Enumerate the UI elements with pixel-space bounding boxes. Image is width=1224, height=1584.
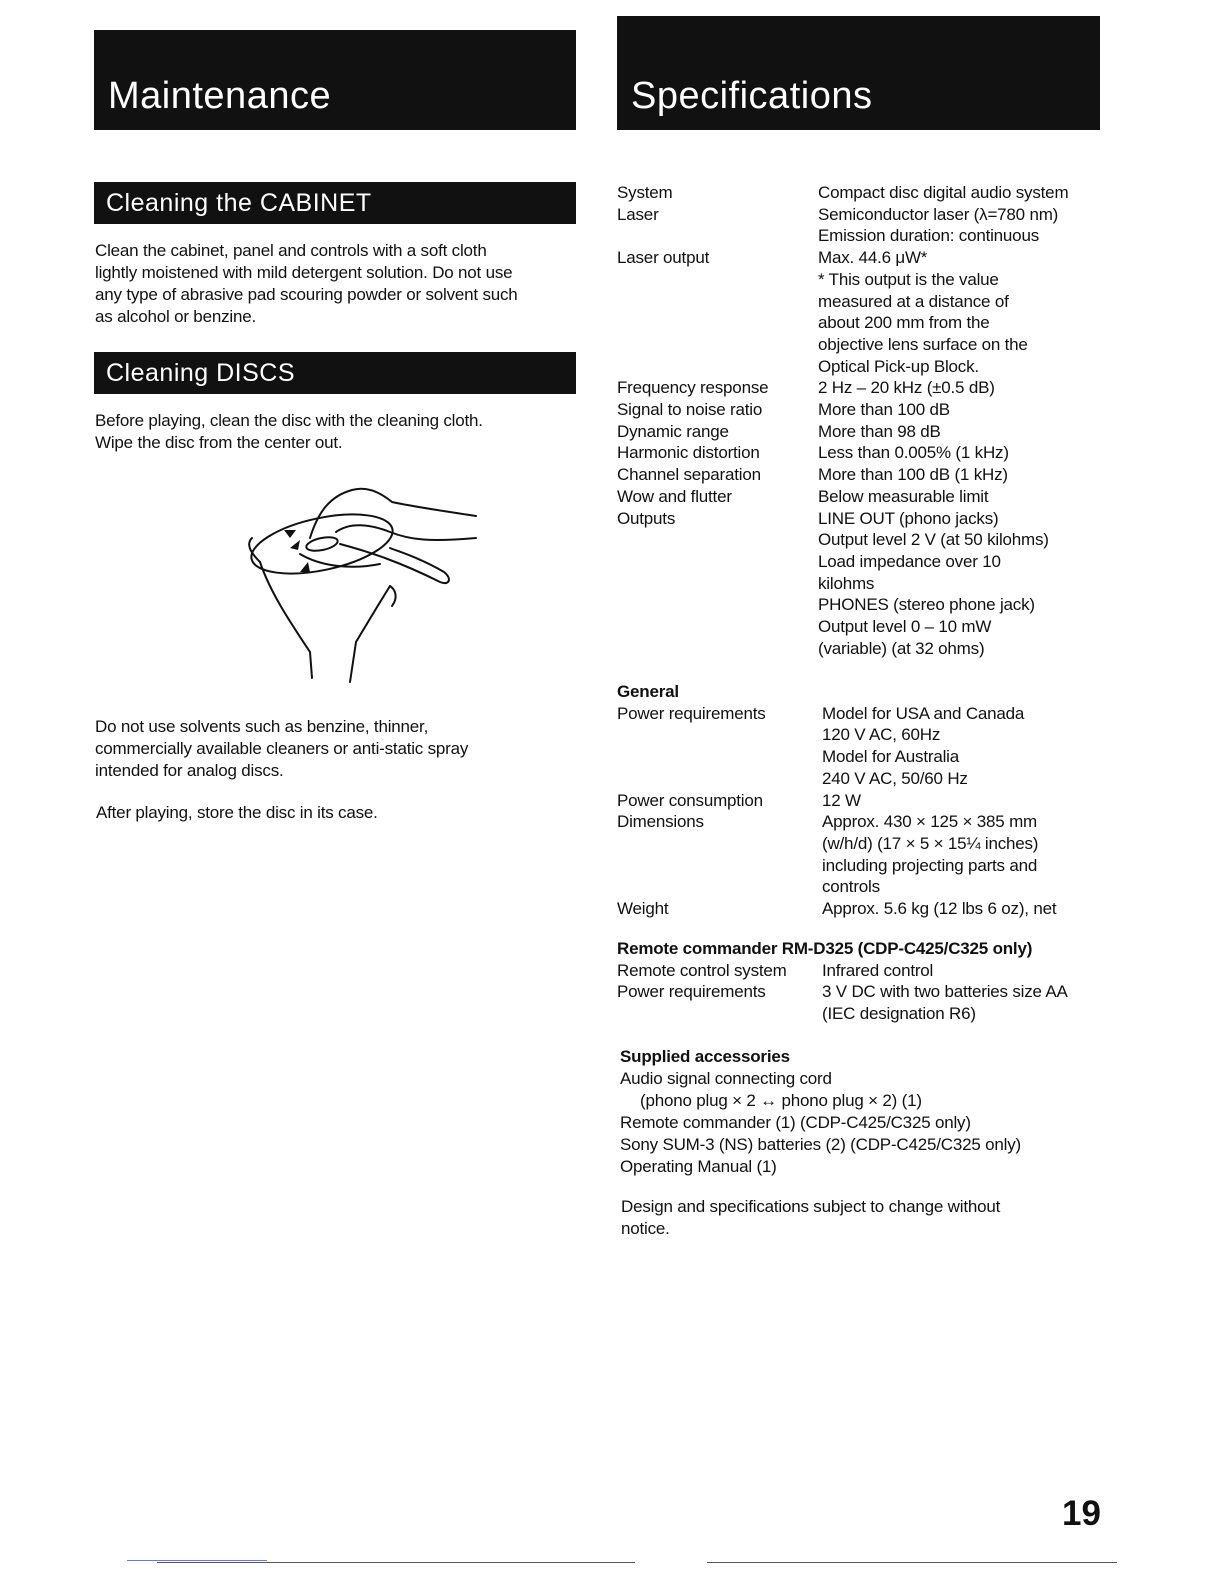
discs-section-header <box>94 352 576 394</box>
change-notice: Design and specifications subject to change without notice. <box>621 1197 1001 1238</box>
spec-label: Wow and flutter <box>617 486 732 506</box>
hand-lower-left <box>260 562 312 678</box>
spec-row <box>617 790 1117 812</box>
maintenance-title: Maintenance <box>108 75 332 117</box>
system-specifications <box>617 182 1117 659</box>
discs-section-title: Cleaning DISCS <box>106 359 296 387</box>
accessory-item: Audio signal connecting cord <box>620 1069 832 1088</box>
footer-rule <box>157 1562 635 1563</box>
discs-instructions: Before playing, clean the disc with the cleaning cloth. Wipe the disc from the center out. <box>95 411 483 452</box>
spec-value: 3 V DC with two batteries size AA (IEC designation R6) <box>822 982 1068 1024</box>
spec-label: Power requirements <box>617 703 766 723</box>
cabinet-section-header <box>94 182 576 224</box>
accessory-item: Operating Manual (1) <box>620 1157 777 1176</box>
spec-value: 12 W <box>822 790 861 810</box>
general-specifications <box>617 681 1117 920</box>
spec-value: Compact disc digital audio system <box>818 183 1069 202</box>
spec-label: Laser <box>617 204 659 224</box>
spec-value: LINE OUT (phono jacks) Output level 2 V (at 50 kilohms) Load impedance over 10 kilohms PHONES (stereo phone jack) Output level 0 – 10 mW (variable) (at 32 ohms) <box>818 508 1049 658</box>
disc-cleaning-illustration <box>240 482 490 688</box>
maintenance-header <box>94 30 576 130</box>
supplied-accessories <box>620 1046 1110 1178</box>
spec-value: Model for USA and Canada 120 V AC, 60Hz Model for Australia 240 V AC, 50/60 Hz <box>822 703 1025 788</box>
spec-value: More than 100 dB <box>818 400 950 420</box>
spec-value: Approx. 430 × 125 × 385 mm (w/h/d) (17 × 5 × 15¼ inches) including projecting parts and controls <box>822 812 1039 897</box>
spec-label: Signal to noise ratio <box>617 400 763 420</box>
spec-label: Channel separation <box>617 465 761 485</box>
remote-heading: Remote commander RM-D325 (CDP-C425/C325 only) <box>617 939 1033 958</box>
thumb <box>390 586 396 606</box>
spec-row <box>617 182 1117 204</box>
cabinet-section-title: Cleaning the CABINET <box>106 189 372 217</box>
spec-row <box>617 981 1117 1024</box>
spec-label: Outputs <box>617 508 676 528</box>
spec-row <box>617 421 1117 443</box>
footer-rule <box>127 1560 267 1561</box>
accessory-item: Sony SUM-3 (NS) batteries (2) (CDP-C425/C325 only) <box>620 1135 1021 1154</box>
spec-value: Semiconductor laser (λ=780 nm) Emission duration: continuous <box>818 204 1059 246</box>
spec-label: Weight <box>617 899 669 919</box>
solvent-warning: Do not use solvents such as benzine, thinner, commercially available cleaners or anti-static spray intended for analog discs. <box>95 717 469 780</box>
spec-label: System <box>617 183 673 202</box>
direction-arrows <box>284 530 310 572</box>
hand-lower-right <box>350 586 390 682</box>
spec-label: Remote control system <box>617 960 787 980</box>
general-heading: General <box>617 682 679 701</box>
storage-note: After playing, store the disc in its case. <box>96 803 378 822</box>
spec-label: Dimensions <box>617 812 704 832</box>
accessory-item: Remote commander (1) (CDP-C425/C325 only) <box>620 1113 971 1132</box>
spec-row <box>617 898 1117 920</box>
spec-value: Below measurable limit <box>818 486 989 506</box>
spec-label: Frequency response <box>617 378 769 398</box>
spec-value: Less than 0.005% (1 kHz) <box>818 443 1009 463</box>
spec-value: Infrared control <box>822 960 934 980</box>
spec-row <box>617 811 1117 898</box>
spec-label: Dynamic range <box>617 421 729 441</box>
spec-row <box>617 508 1117 660</box>
footer-rule <box>707 1562 1117 1563</box>
hand-top <box>336 525 476 540</box>
spec-row <box>617 464 1117 486</box>
spec-row <box>617 399 1117 421</box>
spec-row <box>617 247 1117 377</box>
spec-label: Harmonic distortion <box>617 443 760 463</box>
spec-value: 2 Hz – 20 kHz (±0.5 dB) <box>818 378 995 398</box>
specifications-title: Specifications <box>631 75 873 117</box>
hand-fingers <box>340 544 449 583</box>
spec-row <box>617 960 1117 982</box>
spec-value: More than 100 dB (1 kHz) <box>818 465 1008 485</box>
spec-value: More than 98 dB <box>818 421 941 441</box>
spec-row <box>617 703 1117 790</box>
spec-label: Power consumption <box>617 790 763 810</box>
disc-outline <box>246 504 398 585</box>
spec-row <box>617 486 1117 508</box>
specifications-header <box>617 16 1100 130</box>
cabinet-instructions: Clean the cabinet, panel and controls with a soft cloth lightly moistened with mild detergent solution. Do not use any type of abrasive pad scouring powder or solvent such as alcohol or benzine. <box>95 241 518 326</box>
spec-row <box>617 204 1117 247</box>
spec-value: Approx. 5.6 kg (12 lbs 6 oz), net <box>822 899 1057 919</box>
spec-row <box>617 442 1117 464</box>
spec-value: Max. 44.6 μW* * This output is the value measured at a distance of about 200 mm from the objective lens surface on the Optical Pick-up Block. <box>818 248 1028 376</box>
spec-label: Laser output <box>617 248 710 268</box>
page-number: 19 <box>1062 1494 1101 1533</box>
accessory-item: (phono plug × 2 ↔ phono plug × 2) (1) <box>640 1091 922 1110</box>
spec-row <box>617 377 1117 399</box>
spec-label: Power requirements <box>617 982 766 1002</box>
remote-specifications <box>617 938 1117 1025</box>
accessories-heading: Supplied accessories <box>620 1047 790 1066</box>
